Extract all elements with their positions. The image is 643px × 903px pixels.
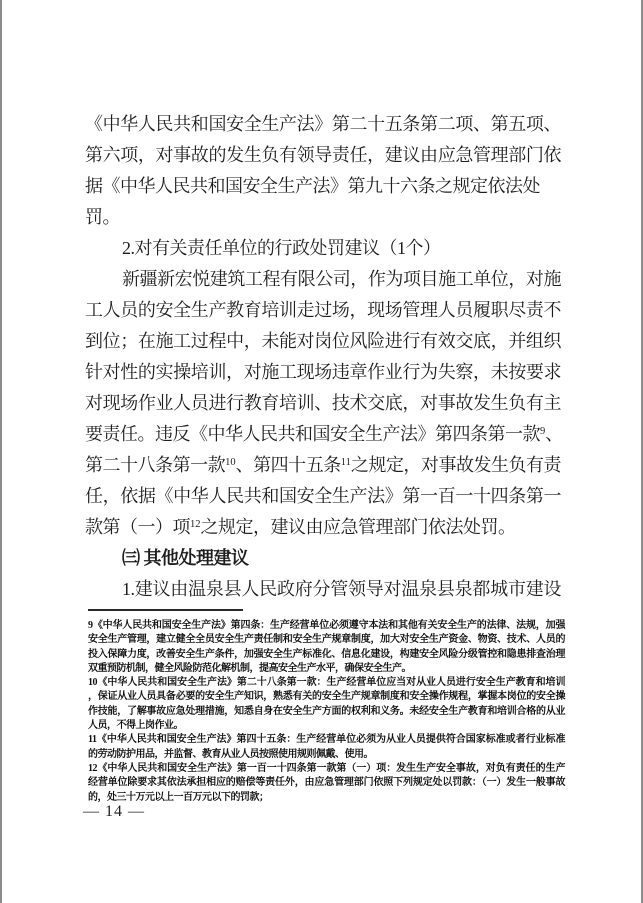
body-line: 新疆新宏悦建筑工程有限公司，作为项目施工单位，对施 bbox=[122, 269, 561, 289]
body-line: 要责任。违反《中华人民共和国安全生产法》第四条第一款$^9$、 bbox=[85, 424, 563, 444]
scan-edge-left bbox=[0, 0, 2, 903]
body-line: 罚。 bbox=[85, 207, 120, 227]
footnote-line: 双重预防机制，健全风险防范化解机制，提高安全生产水平，确保安全生产。 bbox=[88, 662, 411, 674]
footnote-line: 经营单位除要求其依法承担相应的赔偿等责任外，由应急管理部门依照下列规定处以罚款：（一）发生一般事故 bbox=[88, 777, 565, 789]
body-line: 据《中华人民共和国安全生产法》第九十六条之规定依法处 bbox=[85, 176, 540, 196]
footnote-line: 的，处三十万元以上一百万元以下的罚款； bbox=[88, 791, 269, 803]
footnote-separator bbox=[88, 609, 243, 611]
body-line: 针对性的实操培训，对施工现场违章作业行为失察，未按要求 bbox=[85, 362, 561, 382]
footnote-line: 人员，不得上岗作业。 bbox=[88, 720, 183, 732]
body-line: 《中华人民共和国安全生产法》第二十五条第二项、第五项、 bbox=[85, 114, 561, 134]
body-line: 对现场作业人员进行教育培训、技术交底，对事故发生负有主 bbox=[85, 393, 561, 413]
body-line: 款第（一）项$^{12}$之规定，建议由应急管理部门依法处罚。 bbox=[85, 517, 516, 537]
body-line: 1.建议由温泉县人民政府分管领导对温泉县泉都城市建设 bbox=[122, 579, 561, 599]
body-line: 第六项，对事故的发生负有领导责任，建议由应急管理部门依 bbox=[85, 145, 561, 165]
footnote-ref: 12 bbox=[190, 519, 201, 530]
footnote-line: 作技能，了解事故应急处理措施，知悉自身在安全生产方面的权利和义务。未经安全生产教育和培训合格的从业 bbox=[88, 705, 565, 717]
footnote-line: 10《中华人民共和国安全生产法》第二十八条第一款：生产经营单位应当对从业人员进行安全生产教育和培训 bbox=[88, 677, 565, 689]
footnote-line: 安全生产管理，建立健全全员安全生产责任制和安全生产规章制度，加大对安全生产资金、物资、技术、人员的 bbox=[88, 634, 565, 646]
body-line: 2.对有关责任单位的行政处罚建议（1个） bbox=[122, 238, 441, 258]
footnote-line: 投入保障力度，改善安全生产条件，加强安全生产标准化、信息化建设，构建安全风险分级管控和隐患排查治理 bbox=[88, 648, 565, 660]
footnote-line: 的劳动防护用品，并监督、教育从业人员按照使用规则佩戴、使用。 bbox=[88, 748, 373, 760]
body-line: 第二十八条第一款$^{10}$、第四十五条$^{11}$之规定，对事故发生负有责 bbox=[85, 455, 562, 475]
footnote-ref: 10 bbox=[225, 457, 236, 468]
body-line: 工人员的安全生产教育培训走过场，现场管理人员履职尽责不 bbox=[85, 300, 561, 320]
footnotes bbox=[88, 619, 565, 805]
footnote-line: 11《中华人民共和国安全生产法》第四十五条：生产经营单位必须为从业人员提供符合国家标准或者行业标准 bbox=[88, 734, 565, 746]
body-line: ㈢ 其他处理建议 bbox=[122, 548, 249, 568]
body-text bbox=[85, 109, 561, 605]
footnote-ref: 9 bbox=[540, 426, 546, 437]
footnote-ref: 11 bbox=[340, 457, 351, 468]
footnote-line: ，保证从业人员具备必要的安全生产知识，熟悉有关的安全生产规章制度和安全操作规程，掌握本岗位的安全操 bbox=[88, 691, 565, 703]
footnote-line: 9《中华人民共和国安全生产法》第四条：生产经营单位必须遵守本法和其他有关安全生产的法律、法规，加强 bbox=[88, 620, 565, 631]
body-line: 到位；在施工过程中，未能对岗位风险进行有效交底，并组织 bbox=[85, 331, 561, 351]
body-line: 任，依据《中华人民共和国安全生产法》第一百一十四条第一 bbox=[85, 486, 561, 506]
page-number: — 14 — bbox=[83, 803, 145, 820]
footnote-line: 12《中华人民共和国安全生产法》第一百一十四条第一款第（一）项：发生生产安全事故，对负有责任的生产 bbox=[88, 762, 565, 774]
